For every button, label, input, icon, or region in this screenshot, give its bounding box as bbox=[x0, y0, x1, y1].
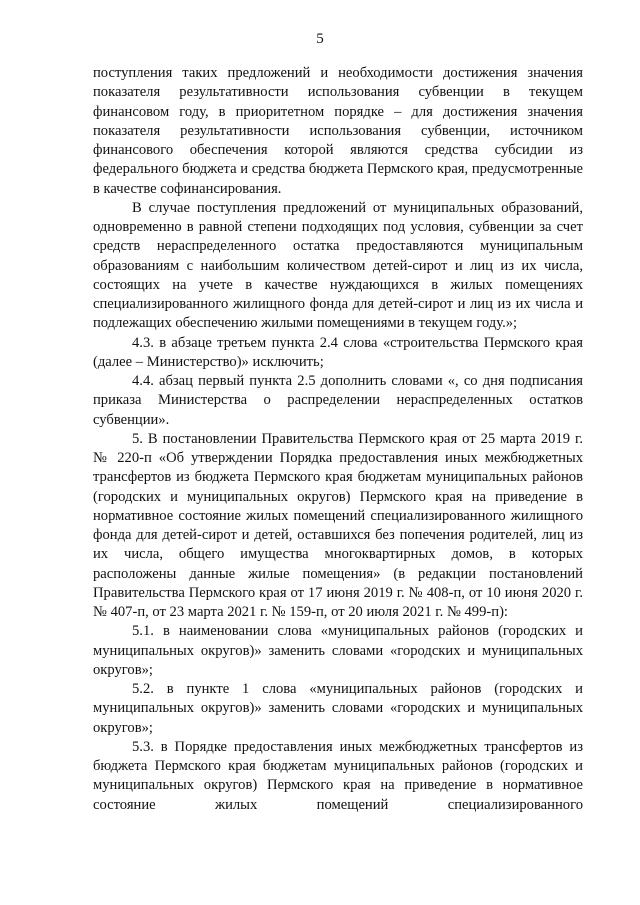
paragraph-2: В случае поступления предложений от муниципальных образований, одновременно в равной степени подходящих под условия, субвенции за счет средств нераспределенного остатка предоставляются муниципальным образованиям с наибольшим количеством детей-сирот и лиц из их числа, состоящих на учете в качестве нуждающихся в жилых помещениях специализированного жилищного фонда для детей-сирот и лиц из их числа и подлежащих обеспечению жилыми помещениями в текущем году.»; bbox=[93, 199, 583, 332]
paragraph-8: 5.3. в Порядке предоставления иных межбюджетных трансфертов из бюджета Пермского края бюджетам муниципальных районов (городских и муниципальных округов) Пермского края на приведение в нормативное состояние жилых помещений специализированного bbox=[93, 738, 583, 813]
paragraph-1: поступления таких предложений и необходимости достижения значения показателя результативности использования субвенции в текущем финансовом году, в приоритетном порядке – для достижения значения показателя результативности использования субвенции, источником финансового обеспечения которой являются средства субсидии из федерального бюджета и средства бюджета Пермского края, предусмотренные в качестве софинансирования. bbox=[93, 65, 583, 197]
paragraph-7: 5.2. в пункте 1 слова «муниципальных районов (городских и муниципальных округов)» заменить словами «городских и муниципальных округов»; bbox=[93, 681, 583, 736]
paragraph-6: 5.1. в наименовании слова «муниципальных районов (городских и муниципальных округов)» заменить словами «городских и муниципальных округов»; bbox=[93, 623, 583, 678]
paragraph-3: 4.3. в абзаце третьем пункта 2.4 слова «строительства Пермского края (далее – Министерство)» исключить; bbox=[93, 334, 583, 370]
paragraph-4: 4.4. абзац первый пункта 2.5 дополнить словами «, со дня подписания приказа Министерства о распределении нераспределенных остатков субвенции». bbox=[93, 373, 583, 428]
paragraph-5: 5. В постановлении Правительства Пермского края от 25 марта 2019 г. № 220-п «Об утверждении Порядка предоставления иных межбюджетных трансфертов из бюджета Пермского края бюджетам муниципальных районов (городских и муниципальных округов) Пермского края на приведение в нормативное состояние жилых помещений специализированного жилищного фонда для детей-сирот и детей, оставшихся без попечения родителей, лиц из их числа, общего имущества многоквартирных домов, в которых расположены данные жилые помещения» (в редакции постановлений Правительства Пермского края от 17 июня 2019 г. № 408-п, от 10 июня 2020 г. № 407-п, от 23 марта 2021 г. № 159-п, от 20 июля 2021 г. № 499-п): bbox=[93, 430, 583, 620]
document-body bbox=[93, 64, 583, 815]
page-number: 5 bbox=[316, 31, 324, 47]
